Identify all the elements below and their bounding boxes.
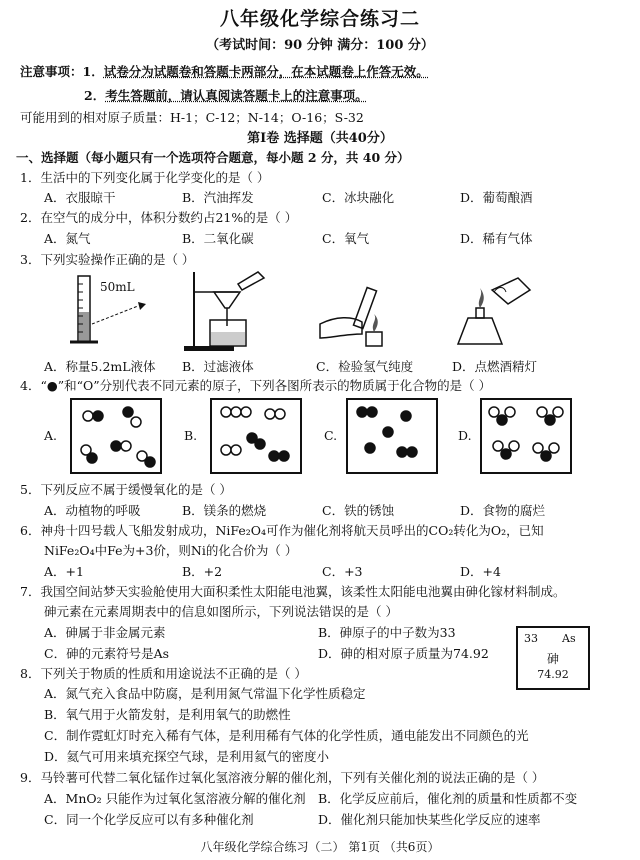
exam-info: （考试时间：90 分钟 满分：100 分）: [206, 38, 434, 53]
q4-option-b: B.: [184, 428, 198, 443]
molecule-box-c: [346, 398, 438, 474]
q5-option-b: B．镁条的燃烧: [182, 503, 267, 518]
question-3-stem: 3．下列实验操作正确的是（ ）: [20, 252, 195, 267]
element-name: 砷: [546, 652, 559, 666]
element-card-arsenic: [516, 626, 590, 690]
q6-option-b: B．+2: [182, 564, 223, 579]
question-7-stem: 7．我国空间站梦天实验舱使用大面积柔性太阳能电池翼，该柔性太阳能电池翼由砷化镓材料制成。: [20, 584, 566, 599]
q3-option-d: D．点燃酒精灯: [452, 359, 538, 374]
q2-option-d: D．稀有气体: [460, 231, 533, 246]
page-footer: 八年级化学综合练习（二） 第1页 （共6页）: [200, 840, 440, 854]
q6-option-d: D．+4: [460, 564, 501, 579]
question-7-stem-2: 砷元素在元素周期表中的信息如图所示，下列说法错误的是（ ）: [44, 604, 398, 619]
notice-item2-number: 2．: [84, 88, 106, 103]
q9-option-b: B．化学反应前后，催化剂的质量和性质都不变: [318, 791, 578, 806]
atomic-masses: 可能用到的相对原子质量：H-1；C-12；N-14；O-16；S-32: [20, 110, 364, 125]
molecule-box-a: [70, 398, 162, 474]
q9-option-c: C．同一个化学反应可以有多种催化剂: [44, 812, 254, 827]
q8-option-b: B．氧气用于火箭发射，是利用氧气的助燃性: [44, 707, 291, 722]
q7-option-c: C．砷的元素符号是As: [44, 646, 170, 661]
q1-option-d: D．葡萄酿酒: [460, 190, 533, 205]
q7-option-a: A．砷属于非金属元素: [44, 625, 166, 640]
question-8-stem: 8．下列关于物质的性质和用途说法不正确的是（ ）: [20, 666, 307, 681]
q8-option-a: A．氮气充入食品中防腐，是利用氮气常温下化学性质稳定: [44, 686, 366, 701]
q4-option-c: C.: [324, 428, 338, 443]
q6-option-c: C．+3: [322, 564, 363, 579]
q4-option-d: D.: [458, 428, 472, 443]
q2-option-c: C．氧气: [322, 231, 370, 246]
q1-option-a: A．衣服晾干: [44, 190, 116, 205]
alcohol-lamp-figure: [448, 270, 538, 350]
q8-option-d: D．氦气可用来填充探空气球，是利用氦气的密度小: [44, 749, 330, 764]
element-symbol: As: [562, 632, 576, 645]
atomic-number: 33: [524, 632, 538, 645]
q3-option-b: B．过滤液体: [182, 359, 254, 374]
notice-label: 注意事项：: [20, 64, 83, 79]
q7-option-d: D．砷的相对原子质量为74.92: [318, 646, 489, 661]
q8-option-c: C．制作霓虹灯时充入稀有气体，是利用稀有气体的化学性质，通电能发出不同颜色的光: [44, 728, 529, 743]
notice-item1-number: 1．: [82, 64, 104, 79]
notice-item2: 考生答题前，请认真阅读答题卡上的注意事项。: [105, 88, 368, 103]
page-title: 八年级化学综合练习二: [219, 8, 420, 30]
hydrogen-test-figure: [316, 272, 396, 352]
molecule-box-d: [480, 398, 572, 474]
q3-option-c: C．检验氢气纯度: [316, 359, 414, 374]
question-6-stem-2: NiFe₂O₄中Fe为+3价，则Ni的化合价为（ ）: [44, 543, 298, 558]
q1-option-c: C．冰块融化: [322, 190, 395, 205]
q1-option-b: B．汽油挥发: [182, 190, 254, 205]
q5-option-a: A．动植物的呼吸: [44, 503, 141, 518]
question-2-stem: 2．在空气的成分中，体积分数约占21%的是（ ）: [20, 210, 298, 225]
q3-option-a: A．称量5.2mL液体: [44, 359, 156, 374]
atomic-mass: 74.92: [537, 668, 569, 681]
question-5-stem: 5．下列反应不属于缓慢氧化的是（ ）: [20, 482, 232, 497]
question-9-stem: 9．马铃薯可代替二氧化锰作过氧化氢溶液分解的催化剂，下列有关催化剂的说法正确的是（ ）: [20, 770, 545, 785]
molecule-box-b: [210, 398, 302, 474]
notice-block: [20, 62, 429, 80]
filtration-figure: [180, 268, 270, 354]
cylinder-label: 50mL: [100, 280, 135, 294]
notice-item1: 试卷分为试题卷和答题卡两部分，在本试题卷上作答无效。: [103, 64, 429, 79]
question-1-stem: 1．生活中的下列变化属于化学变化的是（ ）: [20, 170, 270, 185]
q2-option-a: A．氮气: [44, 231, 91, 246]
q2-option-b: B．二氧化碳: [182, 231, 254, 246]
q5-option-d: D．食物的腐烂: [460, 503, 546, 518]
part-title: 一、选择题（每小题只有一个选项符合题意，每小题 2 分，共 40 分）: [16, 150, 410, 165]
q6-option-a: A．+1: [44, 564, 84, 579]
q4-option-a: A.: [44, 428, 58, 443]
q7-option-b: B．砷原子的中子数为33: [318, 625, 456, 640]
notice-line-2: [84, 86, 368, 104]
section-title: 第Ⅰ卷 选择题（共40分）: [247, 131, 393, 146]
q5-option-c: C．铁的锈蚀: [322, 503, 395, 518]
question-6-stem: 6．神舟十四号载人飞船发射成功，NiFe₂O₄可作为催化剂将航天员呼出的CO₂转化为O₂，已知: [20, 523, 544, 538]
question-4-stem: 4．“●”和“O”分别代表不同元素的原子，下列各图所表示的物质属于化合物的是（ ）: [20, 378, 492, 393]
q9-option-a: A．MnO₂ 只能作为过氧化氢溶液分解的催化剂: [44, 791, 306, 806]
q9-option-d: D．催化剂只能加快某些化学反应的速率: [318, 812, 541, 827]
